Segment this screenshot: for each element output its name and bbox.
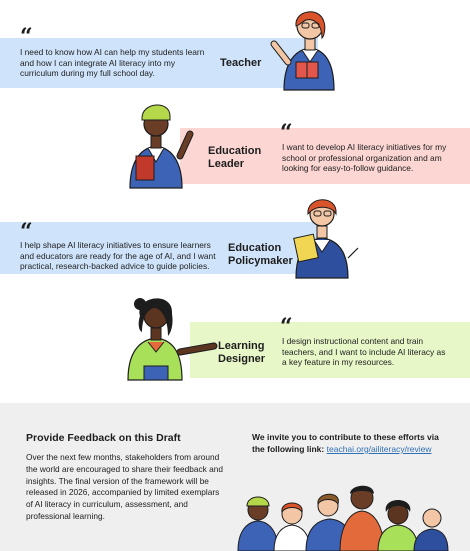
policymaker-role-line2: Policymaker (228, 254, 293, 267)
designer-role-label (218, 340, 265, 365)
designer-quote-text: I design instructional content and train teachers, and I want to include AI literacy as a key feature in my resources. (282, 336, 446, 368)
leader-role-line2: Leader (208, 157, 245, 170)
designer-role-line2: Designer (218, 352, 266, 365)
leader-role-label (208, 145, 261, 170)
group-illustration (228, 466, 448, 551)
teacher-quote-mark: “ (20, 24, 33, 50)
teacher-illustration (268, 2, 348, 90)
feedback-invite-text: We invite you to contribute to these efforts via the following link: (252, 432, 439, 454)
feedback-body: Over the next few months, stakeholders from around the world are encouraged to share their feedback and insights. The final version of the framework will be released in 2026, accompanied by limited exemplars of AI literacy in curriculum, assessment, and professional learning. (26, 452, 223, 521)
teacher-quote-text: I need to know how AI can help my students learn and how I can integrate AI literacy into my curriculum during my full school day. (20, 47, 205, 79)
policymaker-role-line1: Education (228, 242, 282, 254)
policymaker-role-label (228, 242, 293, 267)
designer-quote-mark: “ (280, 314, 293, 340)
teacher-role-label: Teacher (220, 57, 262, 69)
leader-quote-mark: “ (280, 120, 293, 146)
learning-designer-illustration (118, 290, 218, 380)
leader-role-line1: Education (208, 145, 262, 157)
feedback-invite (252, 431, 452, 455)
feedback-title: Provide Feedback on this Draft (26, 432, 181, 444)
education-policymaker-illustration (288, 192, 364, 278)
leader-quote-text: I want to develop AI literacy initiatives for my school or professional organization and am looking for easy-to-follow guidance. (282, 142, 447, 174)
policymaker-quote-mark: “ (20, 219, 33, 245)
feedback-review-link[interactable]: teachai.org/ailiteracy/review (326, 444, 432, 454)
designer-role-line1: Learning (218, 340, 265, 352)
policymaker-quote-text: I help shape AI literacy initiatives to ensure learners and educators are ready for the age of AI, and I want practical, research-backed advice to guide policies. (20, 240, 216, 272)
education-leader-illustration (122, 96, 198, 188)
